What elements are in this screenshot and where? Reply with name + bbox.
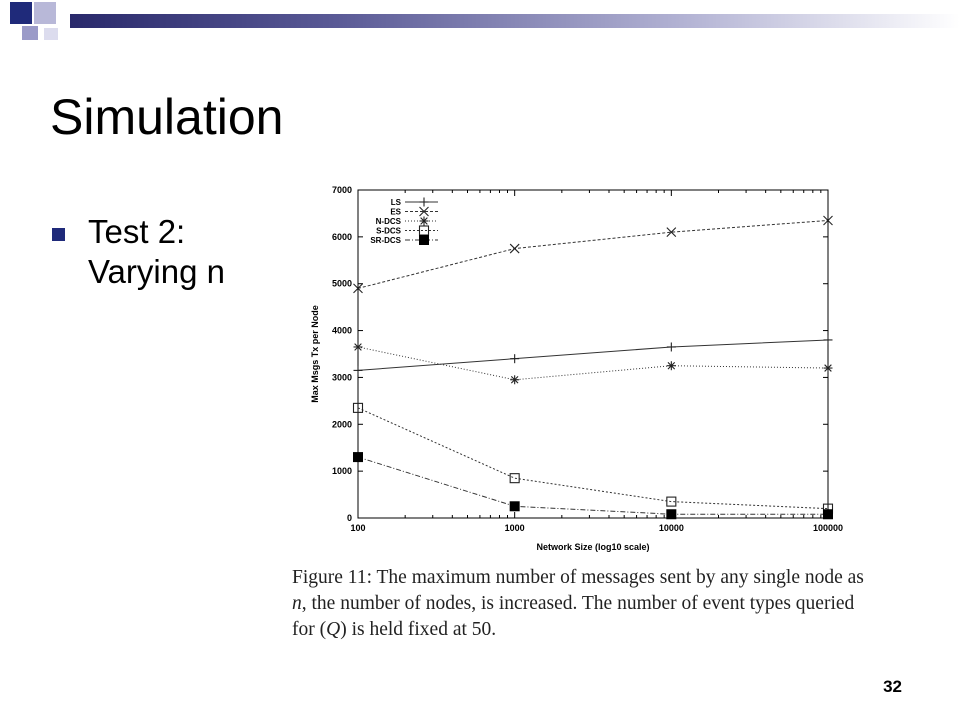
decor-square [22,26,38,40]
data-point [354,453,363,462]
data-point [354,342,363,351]
x-tick-label: 100 [350,523,366,533]
y-axis-label: Max Msgs Tx per Node [310,305,320,403]
caption-text: ) is held fixed at 50. [340,619,497,640]
data-point [824,510,833,519]
legend-label: N-DCS [375,217,401,226]
legend-label: ES [390,207,401,217]
data-point [510,375,519,384]
legend-label: LS [390,198,401,207]
page-number: 32 [883,677,902,696]
y-tick-label: 2000 [331,419,352,430]
data-point [420,236,429,245]
decor-square [34,2,56,24]
y-tick-label: 6000 [331,231,352,242]
decor-square [44,28,58,40]
data-point [667,342,676,351]
series-sr-dcs [354,453,833,519]
y-tick-label: 4000 [331,325,352,336]
data-point [420,198,429,207]
data-point [420,226,429,235]
y-tick-label: 0 [346,513,352,523]
series-ls [354,335,833,374]
caption-text: , the number of nodes, is increased. The number of event types queried for ( [292,593,855,640]
x-tick-label: 10000 [658,523,684,533]
data-point [667,361,676,370]
y-tick-label: 5000 [331,278,352,289]
bullet-square-icon [52,228,65,241]
title-band [70,14,960,28]
data-point [510,502,519,511]
series-es [354,216,833,293]
decor-square [10,2,32,24]
caption-text: Figure 11: The maximum number of messages sent by any single node as [292,567,864,588]
series-layer [354,216,833,519]
data-point [824,364,833,373]
series-n-dcs [354,342,833,384]
y-tick-label: 7000 [331,185,352,195]
caption-var-n: n [292,593,302,614]
legend-label: SR-DCS [370,236,401,245]
x-tick-label: 1000 [504,523,525,533]
series-line [358,347,828,380]
x-tick-label: 100000 [812,523,844,533]
caption-var-q: Q [326,619,341,640]
figure-chart [300,178,860,558]
data-point [510,474,519,483]
series-line [358,408,828,509]
data-point [354,366,363,375]
slide-title: Simulation [50,89,284,145]
bullet-text: Test 2: Varying n [88,213,225,290]
y-tick-label: 1000 [331,466,352,477]
figure-caption [292,565,872,643]
x-axis-label: Network Size (log10 scale) [536,542,650,552]
legend-label: S-DCS [376,226,401,236]
legend [370,198,438,246]
data-point [510,354,519,363]
title-decoration [0,0,960,40]
series-s-dcs [354,403,833,513]
data-point [420,217,429,226]
data-point [824,335,833,344]
data-point [510,244,519,253]
series-line [358,340,828,370]
data-point [667,510,676,519]
y-tick-label: 3000 [331,372,352,383]
